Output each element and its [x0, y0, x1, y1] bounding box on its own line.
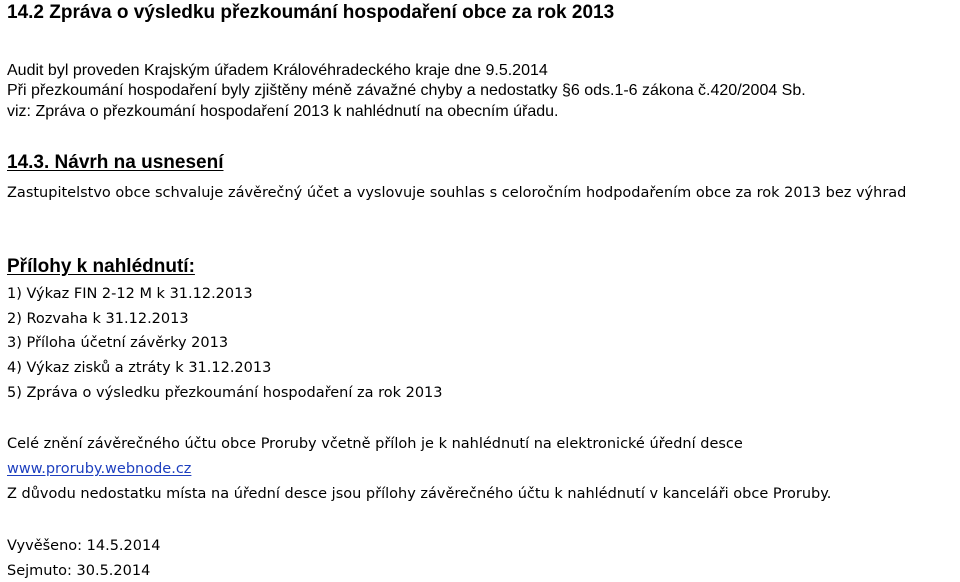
notice-text-2: Z důvodu nedostatku místa na úřední desce jsou přílohy závěrečného účtu k nahlédnutí v kanceláři obce Proruby. [7, 486, 832, 502]
attachment-item: 5) Zpráva o výsledku přezkoumání hospodaření za rok 2013 [7, 385, 443, 401]
attachment-item: 1) Výkaz FIN 2-12 M k 31.12.2013 [7, 286, 253, 302]
website-link[interactable]: www.proruby.webnode.cz [7, 461, 192, 477]
attachment-item: 2) Rozvaha k 31.12.2013 [7, 311, 189, 327]
section-title: 14.2 Zpráva o výsledku přezkoumání hospodaření obce za rok 2013 [7, 2, 615, 23]
resolution-title: 14.3. Návrh na usnesení [7, 152, 224, 173]
posted-date: Vyvěšeno: 14.5.2014 [7, 538, 161, 554]
removed-date: Sejmuto: 30.5.2014 [7, 563, 151, 579]
attachment-item: 3) Příloha účetní závěrky 2013 [7, 335, 229, 351]
resolution-text: Zastupitelstvo obce schvaluje závěrečný účet a vyslovuje souhlas s celoročním hodpodařením obce za rok 2013 bez výhrad [7, 185, 907, 201]
attachment-item: 4) Výkaz zisků a ztráty k 31.12.2013 [7, 360, 272, 376]
audit-line-1: Audit byl proveden Krajským úřadem Královéhradeckého kraje dne 9.5.2014 [7, 62, 548, 79]
audit-line-3: viz: Zpráva o přezkoumání hospodaření 2013 k nahlédnutí na obecním úřadu. [7, 103, 559, 120]
attachments-title: Přílohy k nahlédnutí: [7, 256, 195, 277]
audit-line-2: Při přezkoumání hospodaření byly zjištěny méně závažné chyby a nedostatky §6 ods.1-6 zákona č.420/2004 Sb. [7, 82, 806, 99]
notice-text: Celé znění závěrečného účtu obce Proruby včetně příloh je k nahlédnutí na elektronické úřední desce [7, 436, 743, 452]
